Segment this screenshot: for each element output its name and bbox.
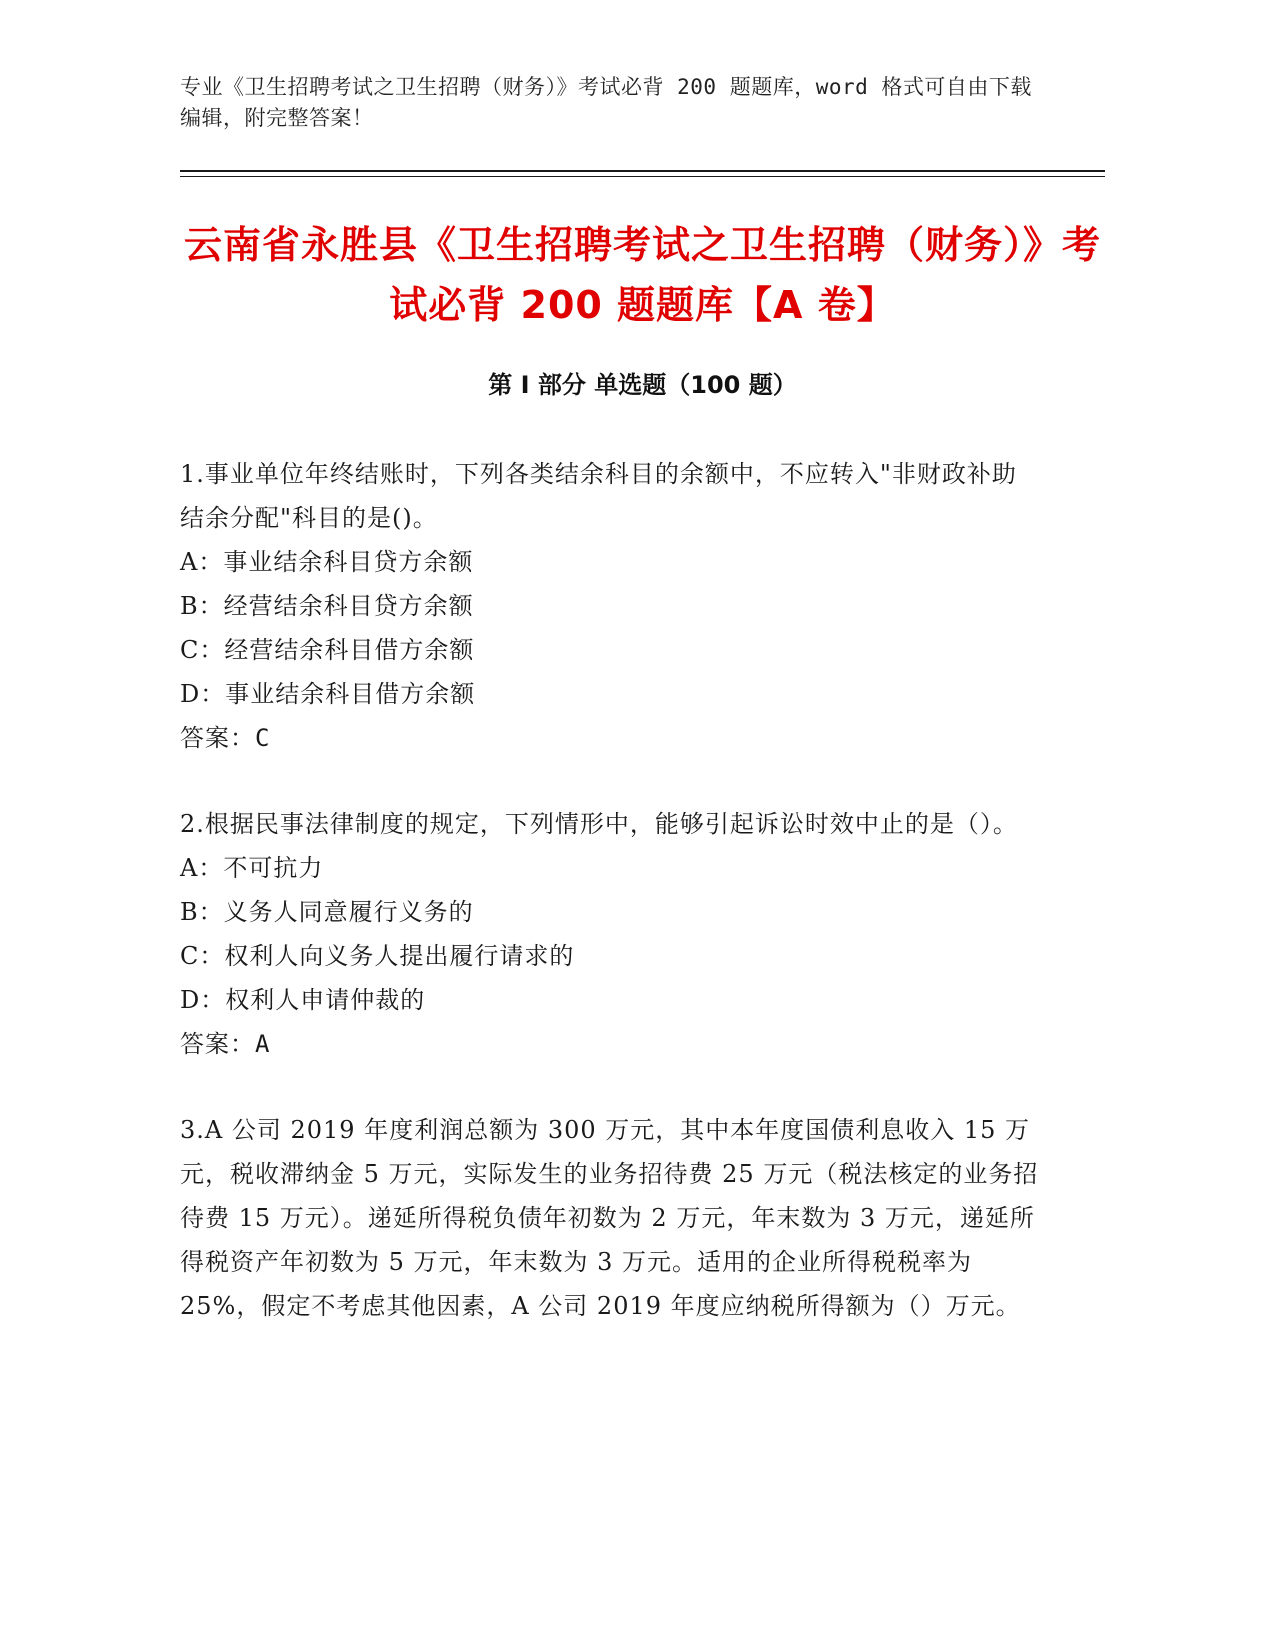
option-b: B：义务人同意履行义务的 (180, 898, 474, 926)
question-list (180, 452, 1040, 1370)
answer-value: C (255, 724, 271, 752)
option-a: A：不可抗力 (180, 854, 324, 882)
question-1 (180, 452, 1040, 760)
answer-label: 答案： (180, 1030, 255, 1058)
answer-line (180, 716, 1040, 760)
option-c: C：权利人向义务人提出履行请求的 (180, 942, 575, 970)
option-c: C：经营结余科目借方余额 (180, 636, 475, 664)
answer-value: A (255, 1030, 271, 1058)
document-title: 云南省永胜县《卫生招聘考试之卫生招聘（财务）》考试必背 200 题题库【A 卷】 (183, 223, 1101, 327)
option-d: D：权利人申请仲裁的 (180, 986, 426, 1014)
question-stem: 1.事业单位年终结账时，下列各类结余科目的余额中，不应转入"非财政补助结余分配"科目的是()。 (180, 460, 1017, 532)
question-2 (180, 802, 1040, 1066)
option-b: B：经营结余科目贷方余额 (180, 592, 474, 620)
question-3 (180, 1108, 1040, 1328)
section-heading: 第 I 部分 单选题（100 题） (488, 371, 797, 399)
question-stem: 3.A 公司 2019 年度利润总额为 300 万元，其中本年度国债利息收入 15 万元，税收滞纳金 5 万元，实际发生的业务招待费 25 万元（税法核定的业务招待费 15 万元）。递延所得税负债年初数为 2 万元，年末数为 3 万元，递延所得税资产年初数为 5 万元，年末数为 3 万元。适用的企业所得税税率为 25%，假定不考虑其他因素，A 公司 2019 年度应纳税所得额为（）万元。 (180, 1116, 1039, 1320)
question-stem: 2.根据民事法律制度的规定，下列情形中，能够引起诉讼时效中止的是（）。 (180, 810, 1018, 838)
header-divider-thick (180, 170, 1105, 172)
header-note: 专业《卫生招聘考试之卫生招聘（财务）》考试必背 200 题题库，word 格式可自由下载编辑，附完整答案！ (180, 75, 1032, 130)
option-a: A：事业结余科目贷方余额 (180, 548, 474, 576)
header-divider-thin (180, 176, 1105, 177)
option-d: D：事业结余科目借方余额 (180, 680, 476, 708)
answer-label: 答案： (180, 724, 255, 752)
answer-line (180, 1022, 1040, 1066)
